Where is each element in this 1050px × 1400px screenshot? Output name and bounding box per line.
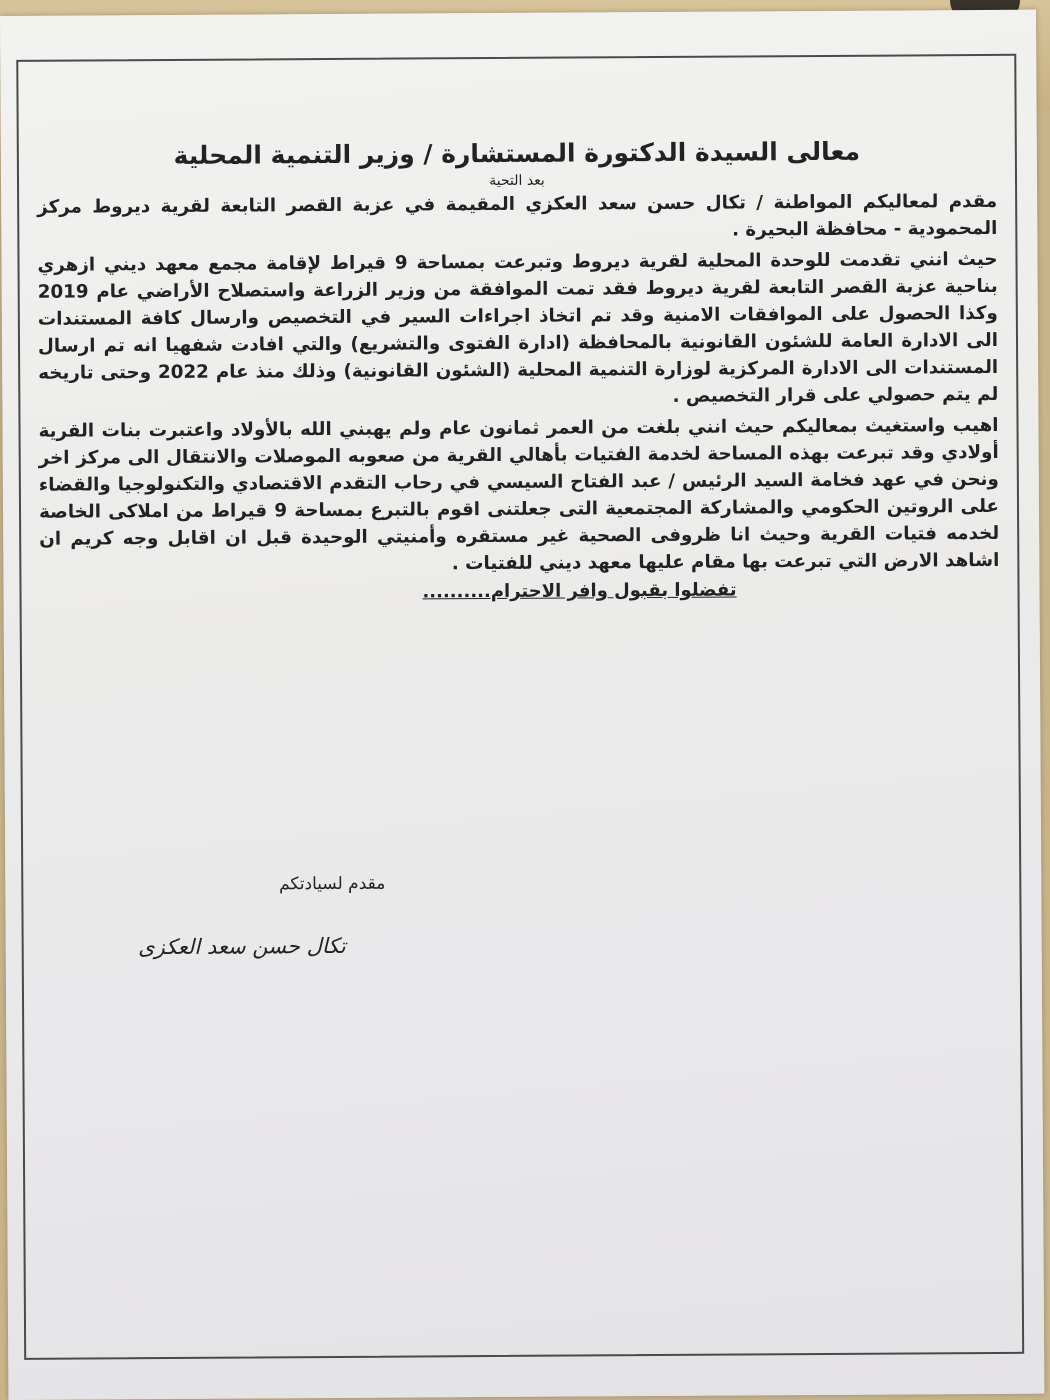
paragraph-intro: مقدم لمعاليكم المواطنة / تكال حسن سعد العكزي المقيمة في عزبة القصر التابعة لقرية ديروط مركز المحمودية - محافظة البحيرة . [37, 190, 998, 241]
closing-text: تفضلوا بقبول وافر الاحترام.......... [422, 579, 737, 603]
paragraph-appeal: اهيب واستغيث بمعاليكم حيث انني بلغت من العمر ثمانون عام ولم يهبني الله بالأولاد واعتبرت بنات القرية أولادي وقد تبرعت بهذه المساحة لخدمة الفتيات بأهالي القرية من صعوبه الموصلات والانتقال الى مركز اخر ونحن في عهد فخامة السيد الرئيس / عبد الفتاح السيسي في رحاب التقدم الاقتصادي والتكنولوجيا والقضاء على الروتين الحكومي والمشاركة المجتمعية التى جعلتنى اقوم بالتبرع بمساحة 9 قيراط من املاكى الخاصة لخدمه فتيات القرية وحيث انا ظروفى الصحية غير مستقره وأمنيتي الوحيدة قبل ان اقابل وجه كريم ان اشاهد الارض التي تبرعت بها مقام عليها معهد ديني للفتيات . [38, 414, 1000, 575]
letter-title: معالى السيدة الدكتورة المستشارة / وزير التنمية المحلية [173, 136, 861, 170]
signoff-label: مقدم لسيادتكم [279, 873, 386, 895]
letter-content [36, 74, 999, 605]
letter-greeting: بعد التحية [489, 172, 545, 190]
letter-paper [0, 10, 1044, 1400]
letter-body [37, 188, 999, 580]
paragraph-request: حيث انني تقدمت للوحدة المحلية لقرية ديروط وتبرعت بمساحة 9 قيراط لإقامة مجمع معهد ديني ازهري بناحية عزبة القصر التابعة لقرية ديروط فقد تمت الموافقة من وزير الزراعة واستصلاح الأراضي عام 2019 وكذا الحصول على الموافقات الامنية وقد تم اتخاذ اجراءات السير في التخصيص وارسال كافة المستندات الى الادارة العامة للشئون القانونية بالمحافظة (ادارة الفتوى والتشريع) والتي افادت شفهيا انه تم ارسال المستندات الى الادارة المركزية لوزارة التنمية المحلية (الشئون القانونية) وذلك منذ عام 2022 وحتى تاريخه لم يتم حصولي على قرار التخصيص . [37, 248, 999, 407]
signoff-name: تكال حسن سعد العكزى [138, 933, 346, 960]
